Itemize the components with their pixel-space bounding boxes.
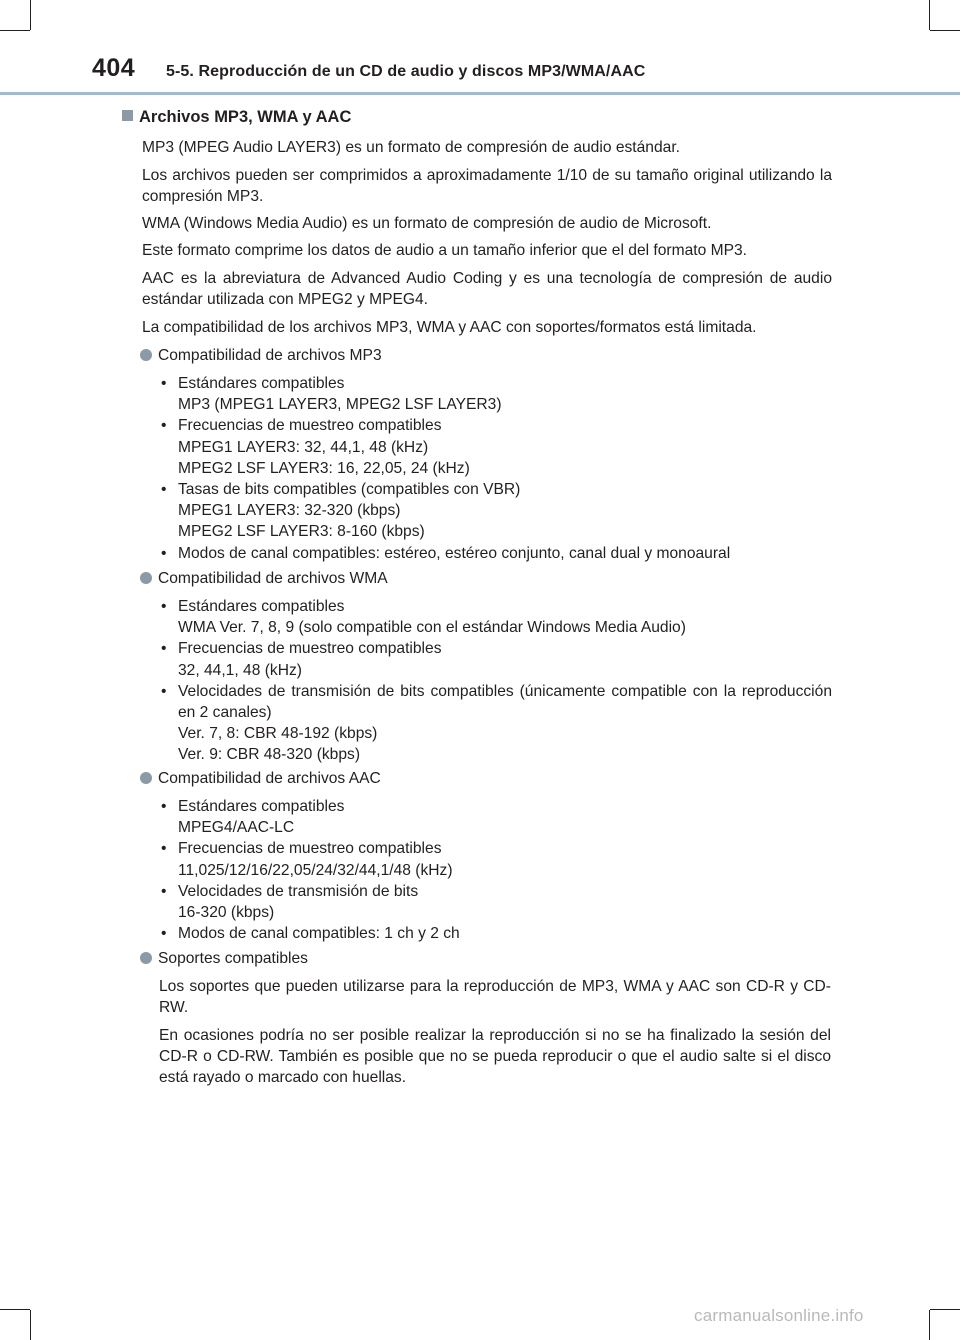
mp3-compat-list	[158, 373, 832, 564]
crop-mark	[0, 1309, 30, 1310]
intro-paragraph: Los archivos pueden ser comprimidos a aproximadamente 1/10 de su tamaño original utilizando la compresión MP3.	[142, 167, 832, 205]
crop-mark	[30, 0, 31, 30]
intro-paragraph: La compatibilidad de los archivos MP3, WMA y AAC con soportes/formatos está limitada.	[142, 319, 757, 336]
page-header	[0, 52, 960, 96]
crop-mark	[929, 0, 930, 30]
aac-compat-list	[158, 796, 832, 944]
header-divider	[0, 92, 960, 95]
crop-mark	[930, 1309, 960, 1310]
circle-bullet-icon	[140, 349, 152, 361]
circle-bullet-icon	[140, 572, 152, 584]
circle-bullet-icon	[140, 772, 152, 784]
media-paragraph: En ocasiones podría no ser posible realizar la reproducción si no se ha finalizado la sesión del CD-R o CD-RW. También es posible que no se pueda reproducir o que el audio salte si el disco está rayado o marcado con huellas.	[159, 1027, 831, 1086]
footer-watermark: carmanualsonline.info	[694, 1306, 864, 1325]
list-item: • Estándares compatibles MP3 (MPEG1 LAYER3, MPEG2 LSF LAYER3)	[158, 373, 832, 415]
crop-mark	[930, 30, 960, 31]
circle-bullet-icon	[140, 952, 152, 964]
media-heading: Soportes compatibles	[140, 948, 308, 969]
list-item: • Modos de canal compatibles: 1 ch y 2 ch	[158, 923, 832, 944]
square-bullet-icon	[122, 110, 133, 121]
section-heading: Archivos MP3, WMA y AAC	[122, 108, 351, 127]
list-item: • Frecuencias de muestreo compatibles 11,025/12/16/22,05/24/32/44,1/48 (kHz)	[158, 838, 832, 880]
intro-paragraph: WMA (Windows Media Audio) es un formato de compresión de audio de Microsoft.	[142, 215, 712, 232]
list-item: • Velocidades de transmisión de bits compatibles (únicamente compatible con la reproducción en 2 canales) Ver. 7, 8: CBR 48-192 (kbps) Ver. 9: CBR 48-320 (kbps)	[158, 681, 832, 766]
media-paragraph: Los soportes que pueden utilizarse para la reproducción de MP3, WMA y AAC son CD-R y CD-RW.	[159, 978, 831, 1016]
wma-compat-heading: Compatibilidad de archivos WMA	[140, 568, 388, 589]
intro-paragraph: AAC es la abreviatura de Advanced Audio Coding y es una tecnología de compresión de audio estándar utilizada con MPEG2 y MPEG4.	[142, 270, 832, 308]
list-item: • Estándares compatibles MPEG4/AAC-LC	[158, 796, 832, 838]
list-item: • Estándares compatibles WMA Ver. 7, 8, 9 (solo compatible con el estándar Windows Media Audio)	[158, 596, 832, 638]
crop-mark	[0, 30, 30, 31]
intro-paragraph: Este formato comprime los datos de audio a un tamaño inferior que el del formato MP3.	[142, 242, 748, 259]
list-item: • Modos de canal compatibles: estéreo, estéreo conjunto, canal dual y monoaural	[158, 543, 832, 564]
section-title: 5-5. Reproducción de un CD de audio y discos MP3/WMA/AAC	[166, 63, 646, 80]
mp3-compat-heading: Compatibilidad de archivos MP3	[140, 345, 382, 366]
list-item: • Tasas de bits compatibles (compatibles con VBR) MPEG1 LAYER3: 32-320 (kbps) MPEG2 LSF LAYER3: 8-160 (kbps)	[158, 479, 832, 543]
wma-compat-list	[158, 596, 832, 766]
list-item: • Frecuencias de muestreo compatibles MPEG1 LAYER3: 32, 44,1, 48 (kHz) MPEG2 LSF LAYER3: 16, 22,05, 24 (kHz)	[158, 415, 832, 479]
crop-mark	[30, 1310, 31, 1340]
aac-compat-heading: Compatibilidad de archivos AAC	[140, 768, 381, 789]
intro-paragraph: MP3 (MPEG Audio LAYER3) es un formato de compresión de audio estándar.	[142, 139, 680, 156]
list-item: • Frecuencias de muestreo compatibles 32, 44,1, 48 (kHz)	[158, 638, 832, 680]
list-item: • Velocidades de transmisión de bits 16-320 (kbps)	[158, 881, 832, 923]
page-number: 404	[92, 54, 136, 82]
crop-mark	[929, 1310, 930, 1340]
